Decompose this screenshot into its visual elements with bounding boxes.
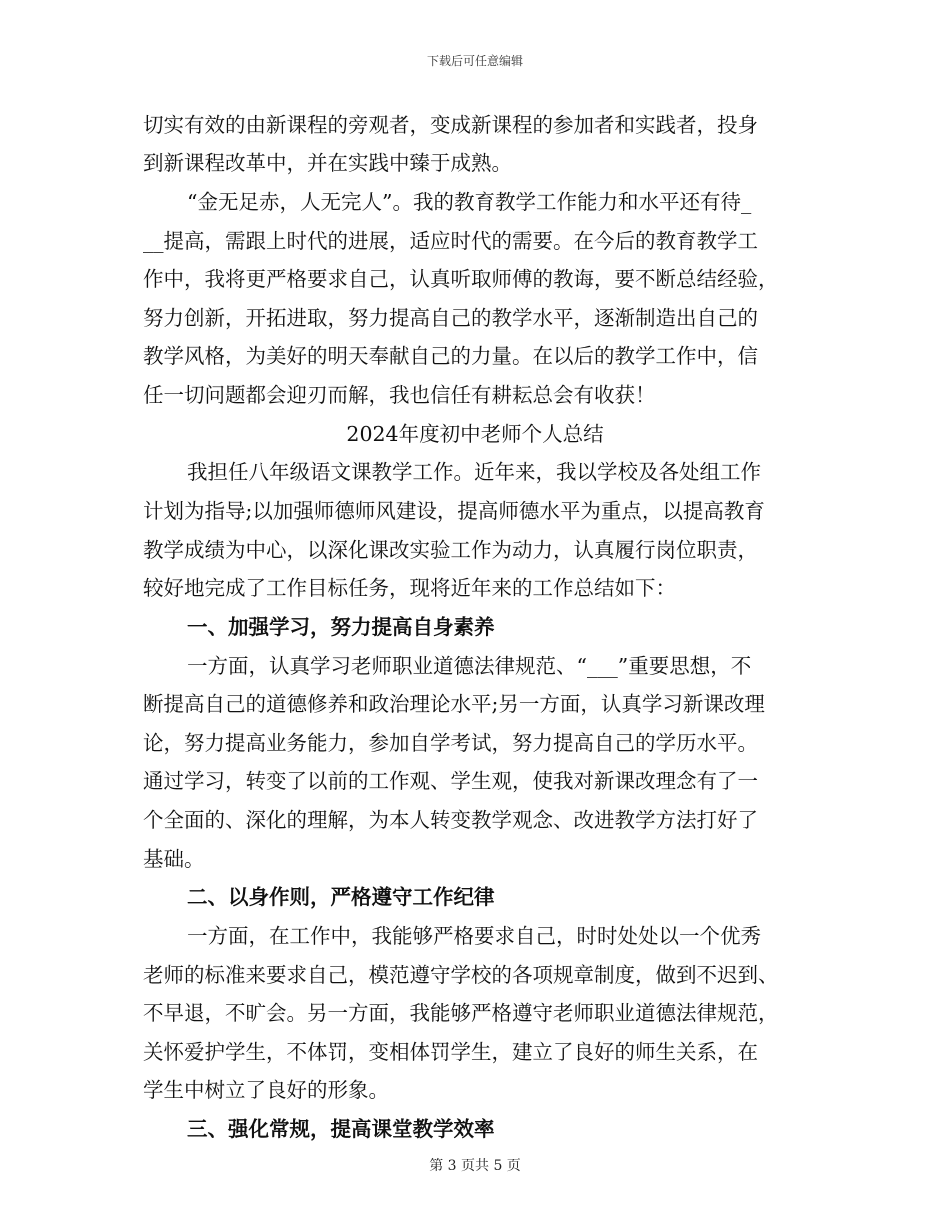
- paragraph-line: 通过学习，转变了以前的工作观、学生观，使我对新课改理念有了一: [143, 769, 758, 793]
- paragraph-line: 学生中树立了良好的形象。: [143, 1078, 389, 1102]
- paragraph-line: 基础。: [143, 847, 205, 871]
- paragraph-line: 关怀爱护学生，不体罚，变相体罚学生，建立了良好的师生关系，在: [143, 1040, 758, 1064]
- section-heading: 一、加强学习，努力提高自身素养: [187, 615, 495, 639]
- paragraph-line: 我担任八年级语文课教学工作。近年来，我以学校及各处组工作: [187, 460, 761, 484]
- paragraph-line: 作中，我将更严格要求自己，认真听取师傅的教诲，要不断总结经验，: [143, 267, 779, 291]
- paragraph-line: 不早退，不旷会。另一方面，我能够严格遵守老师职业道德法律规范，: [143, 1001, 779, 1025]
- document-title: 2024年度初中老师个人总结: [346, 422, 604, 446]
- paragraph-line: 较好地完成了工作目标任务，现将近年来的工作总结如下：: [143, 576, 676, 600]
- paragraph-line: 教学成绩为中心，以深化课改实验工作为动力，认真履行岗位职责，: [143, 538, 758, 562]
- paragraph-line: 到新课程改革中，并在实践中臻于成熟。: [143, 151, 512, 175]
- paragraph-line: 一方面，认真学习老师职业道德法律规范、“___”重要思想，不: [187, 654, 752, 678]
- paragraph-line: __提高，需跟上时代的进展，适应时代的需要。在今后的教育教学工: [143, 229, 758, 253]
- paragraph-line: 计划为指导;以加强师德师风建设，提高师德水平为重点，以提高教育: [143, 499, 765, 523]
- paragraph-line: 努力创新，开拓进取，努力提高自己的教学水平，逐渐制造出自己的: [143, 306, 758, 330]
- paragraph-line: 断提高自己的道德修养和政治理论水平;另一方面，认真学习新课改理: [143, 692, 765, 716]
- paragraph-line: 任一切问题都会迎刃而解，我也信任有耕耘总会有收获！: [143, 383, 656, 407]
- page-header: 下载后可任意编辑: [426, 54, 523, 68]
- page-footer: 第 3 页共 5 页: [429, 1158, 521, 1174]
- paragraph-line: 个全面的、深化的理解，为本人转变教学观念、改进教学方法打好了: [143, 808, 758, 832]
- paragraph-line: 老师的标准来要求自己，模范遵守学校的各项规章制度，做到不迟到、: [143, 963, 779, 987]
- paragraph-line: “金无足赤，人无完人”。我的教育教学工作能力和水平还有待_: [187, 190, 752, 214]
- paragraph-line: 切实有效的由新课程的旁观者，变成新课程的参加者和实践者，投身: [143, 113, 758, 137]
- section-heading: 二、以身作则，严格遵守工作纪律: [187, 885, 495, 909]
- paragraph-line: 教学风格，为美好的明天奉献自己的力量。在以后的教学工作中，信: [143, 344, 758, 368]
- paragraph-line: 一方面，在工作中，我能够严格要求自己，时时处处以一个优秀: [187, 924, 761, 948]
- paragraph-line: 论，努力提高业务能力，参加自学考试，努力提高自己的学历水平。: [143, 731, 758, 755]
- section-heading: 三、强化常规，提高课堂教学效率: [187, 1117, 495, 1141]
